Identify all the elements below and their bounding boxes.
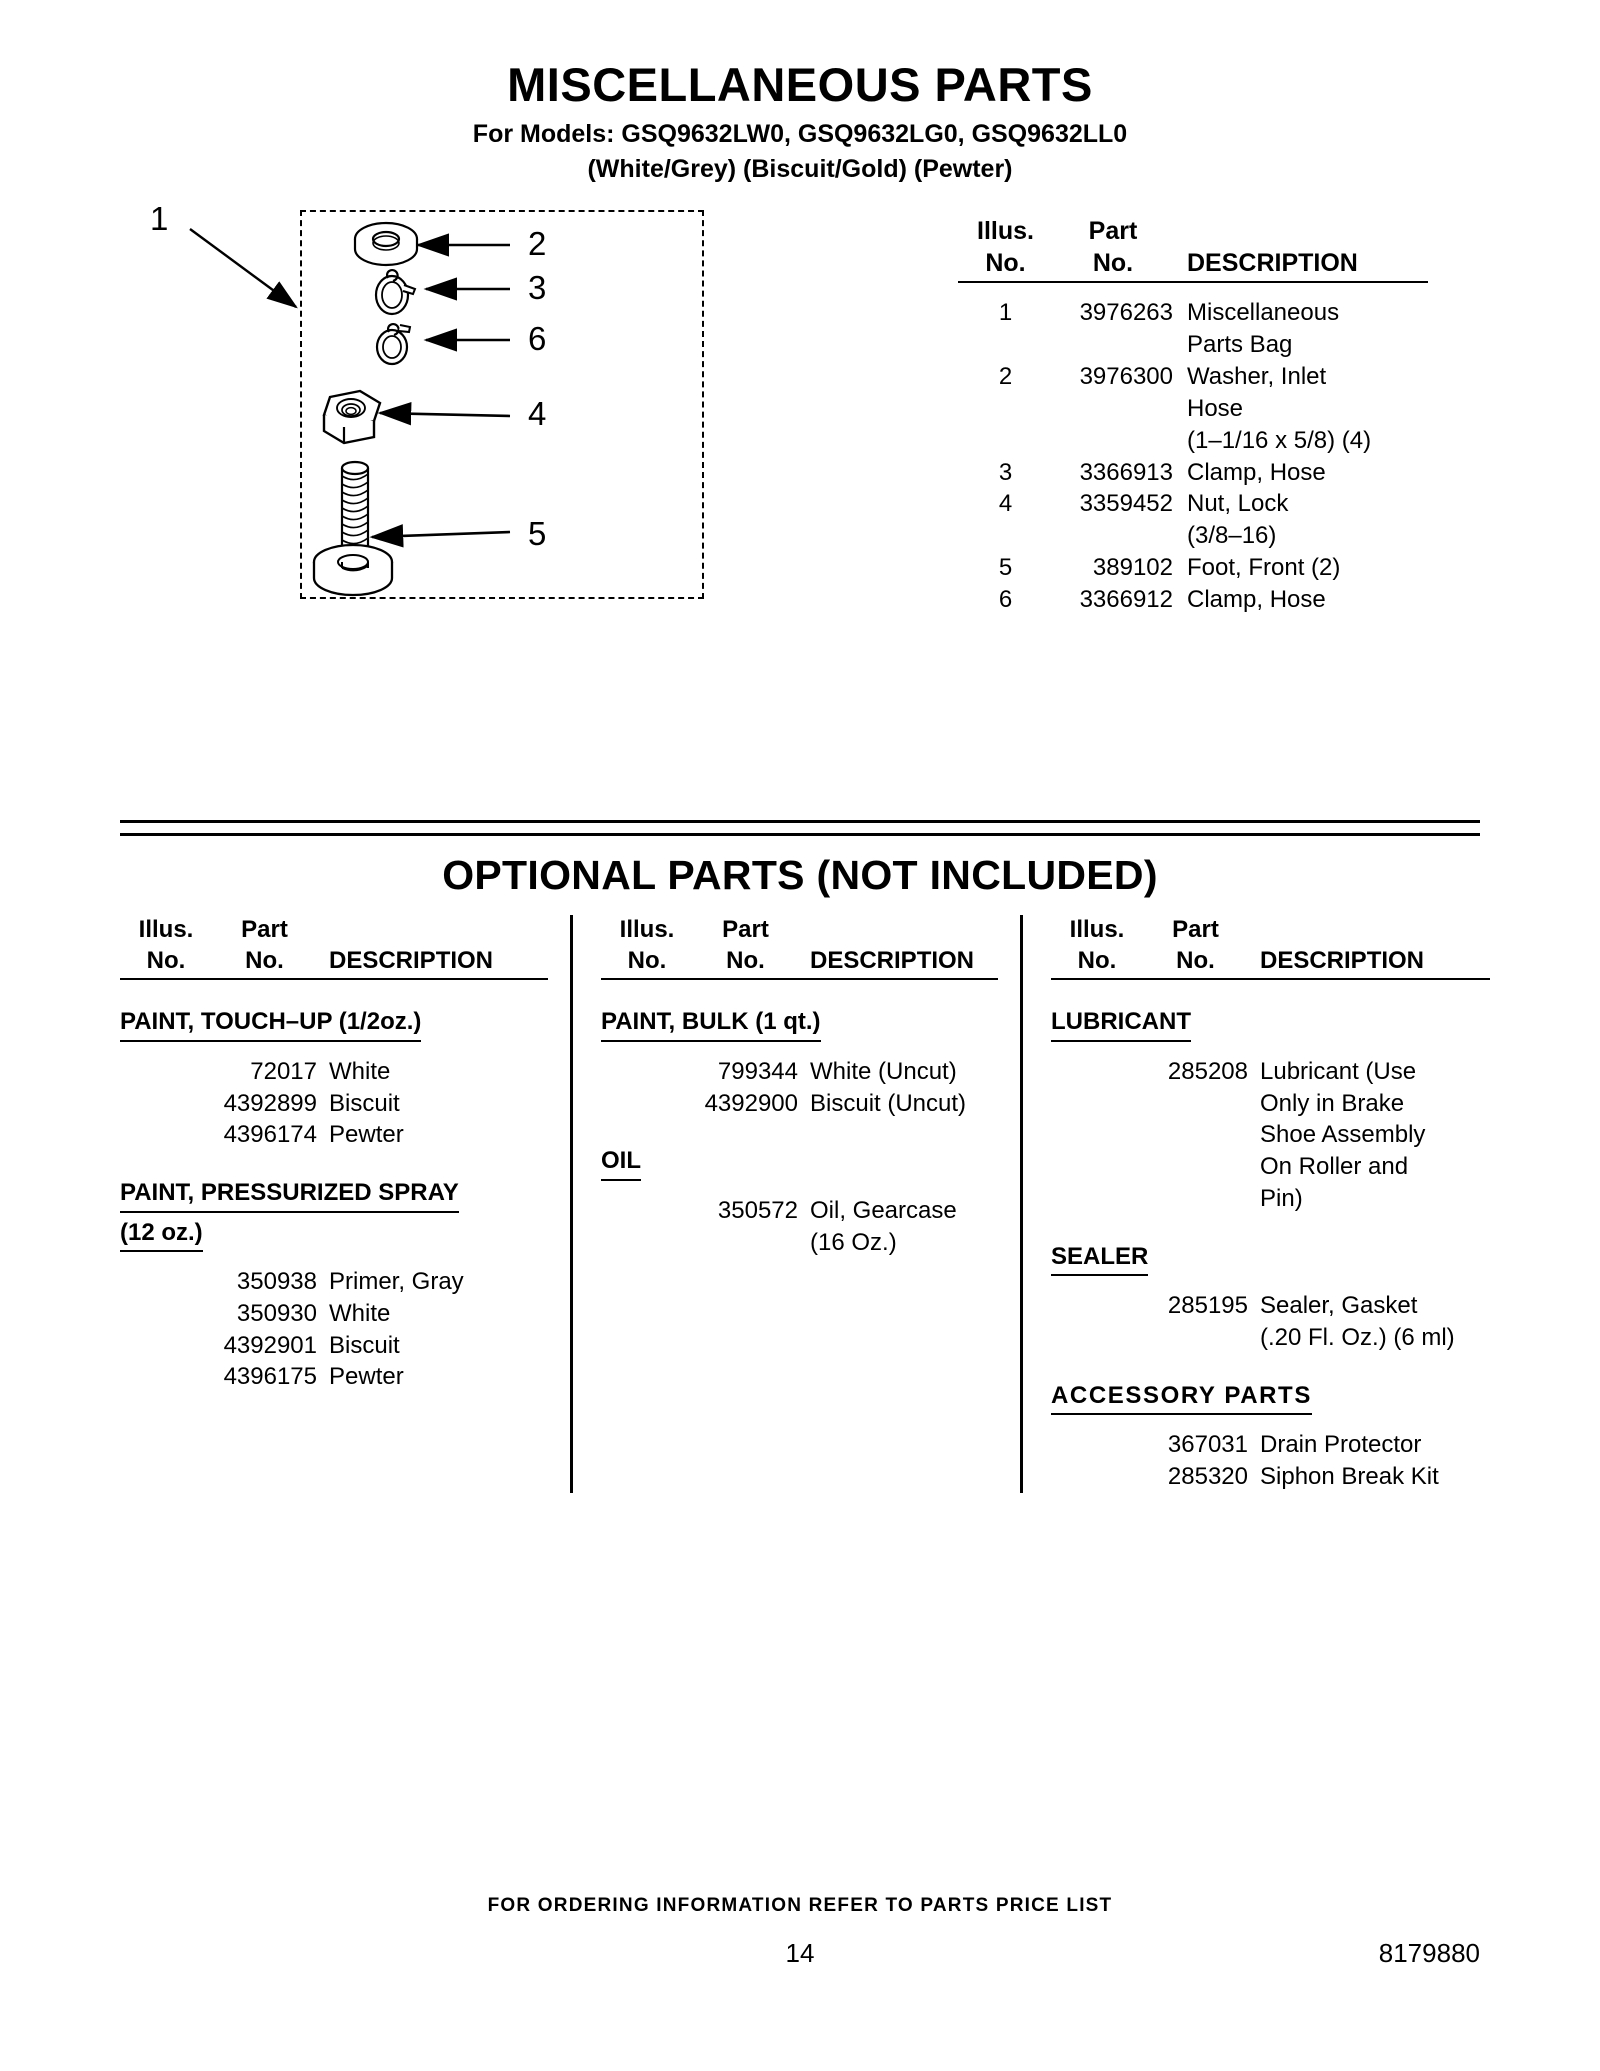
cell-illus [120, 1361, 212, 1393]
header-description: DESCRIPTION [1260, 946, 1425, 974]
category-rows [1051, 1056, 1490, 1216]
table-row [958, 425, 1428, 457]
list-item [1051, 1056, 1490, 1088]
optional-header-row [601, 915, 998, 946]
cell-illus: 4 [998, 490, 1013, 518]
table-header-rule [958, 281, 1428, 283]
cell-desc: Shoe Assembly [1260, 1121, 1426, 1149]
list-item [120, 1298, 548, 1330]
cell-part: 367031 [1167, 1431, 1248, 1459]
footer-ordering-note: FOR ORDERING INFORMATION REFER TO PARTS PRICE LIST [487, 1895, 1113, 1916]
list-item [1051, 1429, 1490, 1461]
table-row [958, 552, 1428, 584]
header-part-no: Part [1088, 217, 1138, 245]
cell-part: 4396175 [223, 1363, 317, 1391]
header-description: DESCRIPTION [810, 946, 975, 974]
cell-part: 4392900 [704, 1089, 798, 1117]
category-subheading [120, 1217, 548, 1252]
page-header [0, 60, 1600, 185]
optional-header-rule [1051, 978, 1490, 980]
cell-part: 285195 [1167, 1292, 1248, 1320]
header-illus-no: Illus. [977, 217, 1034, 245]
callout-number-5: 5 [528, 515, 547, 552]
cell-desc: Pewter [329, 1363, 404, 1391]
section-divider [120, 820, 1480, 836]
cell-desc: White (Uncut) [810, 1057, 957, 1085]
cell-part: 285208 [1167, 1057, 1248, 1085]
page-title: MISCELLANEOUS PARTS [507, 58, 1093, 111]
list-item [1051, 1290, 1490, 1322]
callout-number-3: 3 [528, 269, 547, 306]
category-heading [601, 1145, 998, 1180]
cell-part: 3976263 [1079, 299, 1173, 326]
optional-parts-columns [120, 915, 1490, 1493]
optional-header-row [120, 915, 548, 946]
header-part-no: Part [722, 916, 769, 943]
optional-header-row-2 [120, 946, 548, 977]
header-description: DESCRIPTION [1187, 249, 1358, 277]
cell-illus [1051, 1429, 1143, 1461]
parts-illustration [150, 185, 830, 615]
header-spacer [1248, 915, 1490, 946]
table-body [958, 297, 1428, 616]
cell-part: 3366913 [1079, 458, 1173, 486]
cell-illus [601, 1056, 693, 1088]
category-label: PAINT, BULK (1 qt.) [601, 1006, 821, 1041]
cell-part: 389102 [1092, 554, 1173, 582]
list-item [601, 1088, 998, 1120]
table-row [958, 584, 1428, 616]
cell-illus [601, 1195, 693, 1227]
table-row [958, 488, 1428, 520]
cell-part: 3359452 [1079, 490, 1173, 518]
cell-desc: Siphon Break Kit [1260, 1463, 1439, 1491]
list-item [120, 1266, 548, 1298]
category-rows [601, 1056, 998, 1120]
cell-part: 350572 [717, 1196, 798, 1224]
header-spacer [798, 915, 998, 946]
lock-nut-icon [308, 381, 388, 453]
category-label: OIL [601, 1145, 641, 1180]
table-row [958, 520, 1428, 552]
document-number: 8179880 [1378, 1938, 1480, 1968]
cell-desc: Hose [1187, 394, 1244, 422]
list-item [601, 1195, 998, 1227]
cell-desc: Washer, Inlet [1187, 362, 1327, 390]
category-sublabel: (12 oz.) [120, 1217, 203, 1252]
cell-desc: Biscuit (Uncut) [810, 1089, 967, 1117]
cell-desc: Oil, Gearcase [810, 1196, 957, 1224]
page-number: 14 [785, 1938, 815, 1968]
table-header-row-2 [958, 247, 1428, 279]
table-row [958, 457, 1428, 489]
category-label: PAINT, TOUCH–UP (1/2oz.) [120, 1006, 421, 1041]
cell-desc: Sealer, Gasket [1260, 1292, 1418, 1320]
cell-desc: (3/8–16) [1187, 522, 1277, 550]
table-row [958, 361, 1428, 393]
table-row [958, 393, 1428, 425]
header-illus-no: Illus. [1069, 916, 1125, 943]
cell-part: 72017 [250, 1057, 317, 1085]
optional-column-3 [1020, 915, 1490, 1493]
list-item [120, 1330, 548, 1362]
header-part-no: Part [1172, 916, 1219, 943]
category-rows [120, 1056, 548, 1152]
cell-part: 4396174 [223, 1121, 317, 1149]
cell-illus: 6 [998, 586, 1013, 614]
cell-desc: White [329, 1057, 391, 1085]
cell-desc: Biscuit [329, 1089, 400, 1117]
cell-desc: Pin) [1260, 1185, 1303, 1213]
cell-part: 285320 [1167, 1463, 1248, 1491]
category-rows [120, 1266, 548, 1394]
header-illus-no: Illus. [138, 916, 194, 943]
miscellaneous-parts-table [958, 215, 1428, 616]
table-header-row [958, 215, 1428, 247]
cell-part: 350930 [236, 1299, 317, 1327]
category-rows [1051, 1429, 1490, 1493]
optional-parts-title: OPTIONAL PARTS (NOT INCLUDED) [442, 852, 1158, 898]
header-part-no-2: No. [1092, 249, 1134, 277]
category-label: SEALER [1051, 1241, 1148, 1276]
list-item [120, 1088, 548, 1120]
cell-illus [120, 1088, 212, 1120]
cell-illus [120, 1298, 212, 1330]
header-part-no-2: No. [1176, 946, 1215, 974]
header-illus-no-2: No. [985, 249, 1026, 277]
category-heading [1051, 1006, 1490, 1041]
header-description: DESCRIPTION [329, 946, 494, 974]
cell-illus: 3 [998, 458, 1013, 486]
colors-line: (White/Grey) (Biscuit/Gold) (Pewter) [587, 154, 1013, 183]
cell-desc: (1–1/16 x 5/8) (4) [1187, 426, 1372, 454]
models-line: For Models: GSQ9632LW0, GSQ9632LG0, GSQ9632LL0 [472, 120, 1128, 149]
cell-desc: Biscuit [329, 1331, 400, 1359]
cell-desc: Parts Bag [1187, 330, 1293, 358]
category-heading [120, 1006, 548, 1041]
list-item [601, 1227, 998, 1259]
cell-desc: Primer, Gray [329, 1267, 464, 1295]
optional-header-rule [601, 978, 998, 980]
cell-illus [120, 1330, 212, 1362]
cell-illus: 1 [998, 299, 1013, 326]
optional-header-row-2 [601, 946, 998, 977]
cell-desc: On Roller and [1260, 1153, 1409, 1181]
callout-number-6: 6 [528, 320, 547, 357]
category-heading [1051, 1241, 1490, 1276]
category-heading [1051, 1380, 1490, 1415]
cell-desc: Only in Brake [1260, 1089, 1405, 1117]
list-item [120, 1361, 548, 1393]
list-item [120, 1056, 548, 1088]
callout-number-2: 2 [528, 225, 547, 262]
category-label: LUBRICANT [1051, 1006, 1191, 1041]
table-row [958, 297, 1428, 329]
cell-part: 3976300 [1079, 362, 1173, 390]
list-item [1051, 1183, 1490, 1215]
cell-part: 4392901 [223, 1331, 317, 1359]
cell-desc: Miscellaneous [1187, 299, 1340, 326]
cell-illus [120, 1119, 212, 1151]
category-heading [120, 1177, 548, 1212]
list-item [120, 1119, 548, 1151]
optional-column-2 [570, 915, 1020, 1493]
callout-leader-lines [150, 185, 830, 615]
cell-illus [1051, 1461, 1143, 1493]
list-item [1051, 1088, 1490, 1120]
list-item [601, 1056, 998, 1088]
category-label: PAINT, PRESSURIZED SPRAY [120, 1177, 459, 1212]
category-rows [1051, 1290, 1490, 1354]
cell-desc: (.20 Fl. Oz.) (6 ml) [1260, 1324, 1455, 1352]
cell-desc: White [329, 1299, 391, 1327]
cell-part: 350938 [236, 1267, 317, 1295]
list-item [1051, 1119, 1490, 1151]
table-row [958, 329, 1428, 361]
header-illus-no-2: No. [1077, 946, 1117, 974]
cell-desc: Pewter [329, 1121, 404, 1149]
header-illus-no: Illus. [619, 916, 675, 943]
cell-desc: Nut, Lock [1187, 490, 1289, 518]
callout-number-4: 4 [528, 395, 547, 432]
cell-illus: 2 [998, 362, 1013, 390]
cell-illus [120, 1056, 212, 1088]
cell-part: 799344 [717, 1057, 798, 1085]
cell-illus: 5 [998, 554, 1013, 582]
hose-clamp-icon [366, 263, 424, 319]
list-item [1051, 1322, 1490, 1354]
category-heading [601, 1006, 998, 1041]
header-spacer [317, 915, 548, 946]
hose-clamp-icon [366, 315, 424, 369]
optional-header-row [1051, 915, 1490, 946]
header-part-no: Part [241, 916, 288, 943]
cell-desc: Clamp, Hose [1187, 458, 1326, 486]
cell-desc: Lubricant (Use [1260, 1057, 1417, 1085]
cell-illus [601, 1088, 693, 1120]
cell-part: 3366912 [1079, 586, 1173, 614]
cell-desc: Foot, Front (2) [1187, 554, 1341, 582]
header-illus-no-2: No. [627, 946, 667, 974]
leveling-foot-icon [298, 450, 408, 600]
cell-illus [1051, 1290, 1143, 1322]
cell-desc: Drain Protector [1260, 1431, 1422, 1459]
list-item [1051, 1151, 1490, 1183]
cell-part: 4392899 [223, 1089, 317, 1117]
header-illus-no-2: No. [146, 946, 186, 974]
list-item [1051, 1461, 1490, 1493]
optional-header-row-2 [1051, 946, 1490, 977]
category-rows [601, 1195, 998, 1259]
cell-desc: (16 Oz.) [810, 1228, 897, 1256]
optional-header-rule [120, 978, 548, 980]
category-label: ACCESSORY PARTS [1051, 1380, 1312, 1415]
callout-number-1: 1 [150, 200, 169, 237]
header-part-no-2: No. [245, 946, 284, 974]
cell-desc: Clamp, Hose [1187, 586, 1326, 614]
optional-column-1 [120, 915, 570, 1493]
cell-illus [1051, 1056, 1143, 1088]
header-part-no-2: No. [726, 946, 765, 974]
cell-illus [120, 1266, 212, 1298]
